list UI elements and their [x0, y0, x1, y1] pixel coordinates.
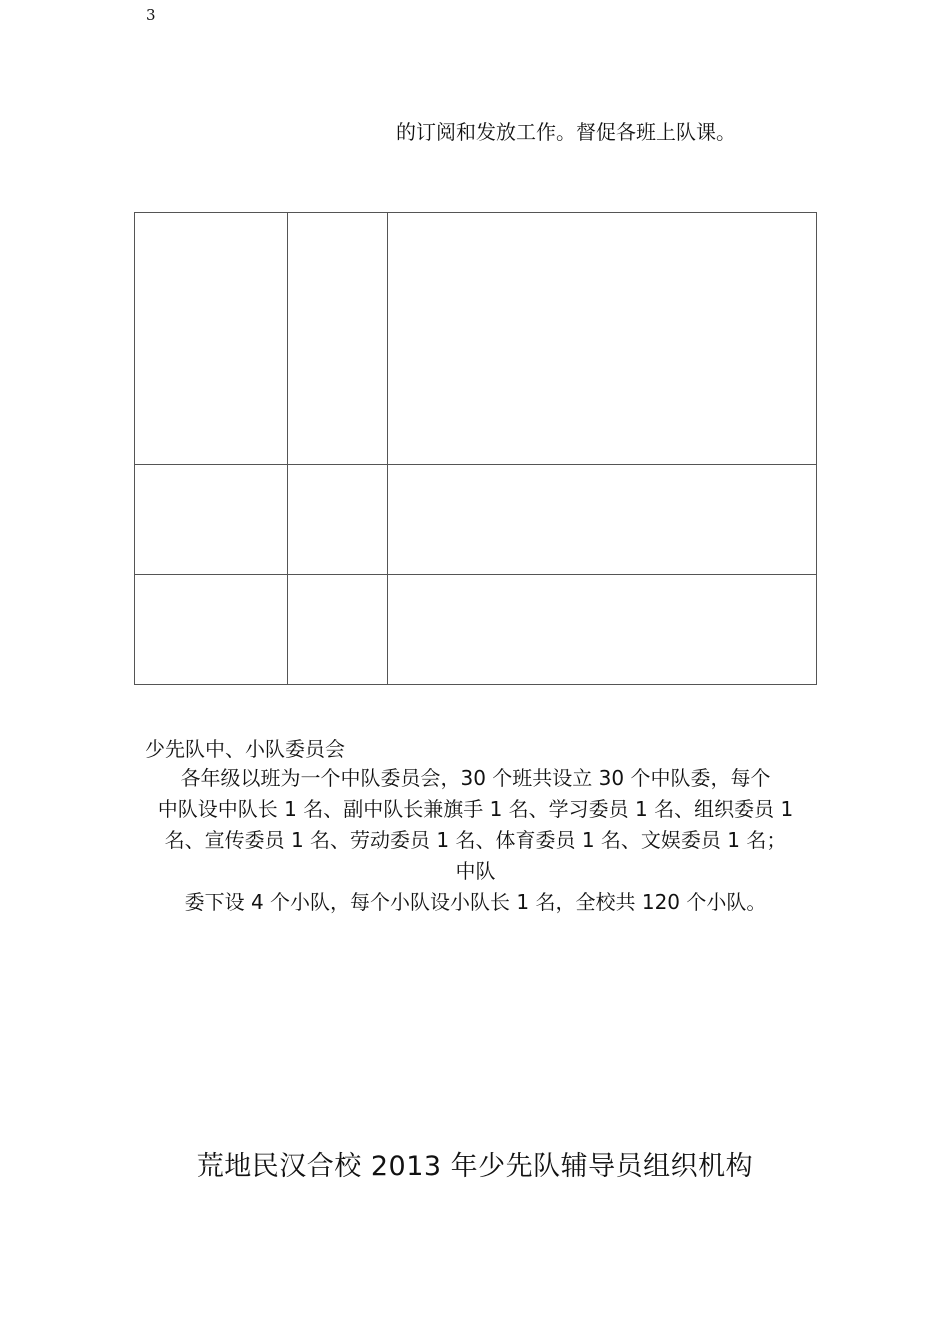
table-row [135, 213, 817, 465]
table-row [135, 465, 817, 575]
paragraph-line: 委下设 4 个小队，每个小队设小队长 1 名，全校共 120 个小队。 [184, 890, 767, 914]
section-heading: 少先队中、小队委员会 [145, 737, 345, 761]
table-cell [135, 465, 288, 575]
intro-text: 的订阅和发放工作。督促各班上队课。 [396, 120, 736, 144]
paragraph-line: 名、宣传委员 1 名、劳动委员 1 名、体育委员 1 名、文娱委员 1 名； [164, 828, 787, 852]
table-row [135, 575, 817, 685]
paragraph-line: 各年级以班为一个中队委员会，30 个班共设立 30 个中队委，每个 [180, 766, 771, 790]
paragraph-line: 中队设中队长 1 名、副中队长兼旗手 1 名、学习委员 1 名、组织委员 1 [157, 797, 794, 821]
table-cell [288, 575, 388, 685]
table-cell [288, 213, 388, 465]
paragraph-line: 中队 [455, 859, 496, 883]
table-cell [135, 213, 288, 465]
table-cell [388, 465, 817, 575]
table-cell [135, 575, 288, 685]
table-cell [388, 575, 817, 685]
section-paragraph [134, 763, 817, 918]
page-number: 3 [146, 6, 156, 24]
table-cell [388, 213, 817, 465]
table-cell [288, 465, 388, 575]
organization-table [134, 212, 817, 685]
document-title: 荒地民汉合校 2013 年少先队辅导员组织机构 [196, 1151, 754, 1182]
